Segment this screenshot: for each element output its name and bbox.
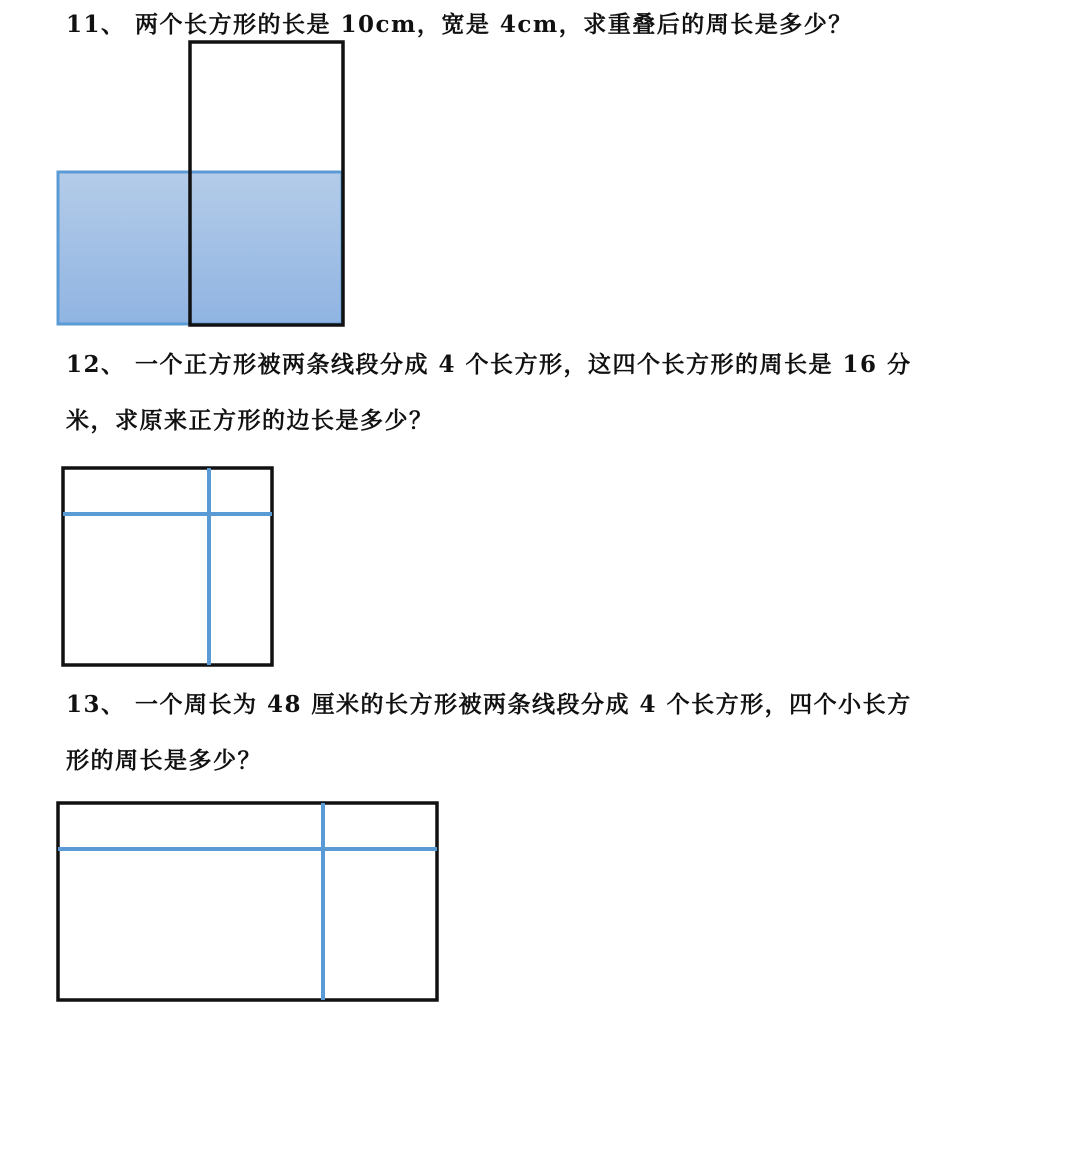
question-12-text-continued xyxy=(66,402,434,435)
square-outline xyxy=(63,468,272,665)
question-11-line-1: 两个长方形的长是 10cm，宽是 4cm，求重叠后的周长是多少？ xyxy=(135,11,853,38)
question-11-number: 11、 xyxy=(66,11,126,38)
question-13-text xyxy=(66,686,912,719)
question-12-figure xyxy=(55,460,285,675)
question-12-number: 12、 xyxy=(66,351,126,378)
question-12-line-2: 米，求原来正方形的边长是多少？ xyxy=(66,407,434,434)
question-12-text xyxy=(66,346,912,379)
rectangle-outline xyxy=(58,803,437,1000)
question-13-figure xyxy=(50,795,450,1010)
question-13-text-continued xyxy=(66,742,262,775)
question-13-line-2: 形的周长是多少？ xyxy=(66,747,262,774)
question-11-figure xyxy=(50,34,360,334)
question-13-line-1: 一个周长为 48 厘米的长方形被两条线段分成 4 个长方形，四个小长方 xyxy=(135,691,912,718)
question-12-line-1: 一个正方形被两条线段分成 4 个长方形，这四个长方形的周长是 16 分 xyxy=(135,351,912,378)
question-13-number: 13、 xyxy=(66,691,126,718)
horizontal-rectangle xyxy=(58,172,342,324)
